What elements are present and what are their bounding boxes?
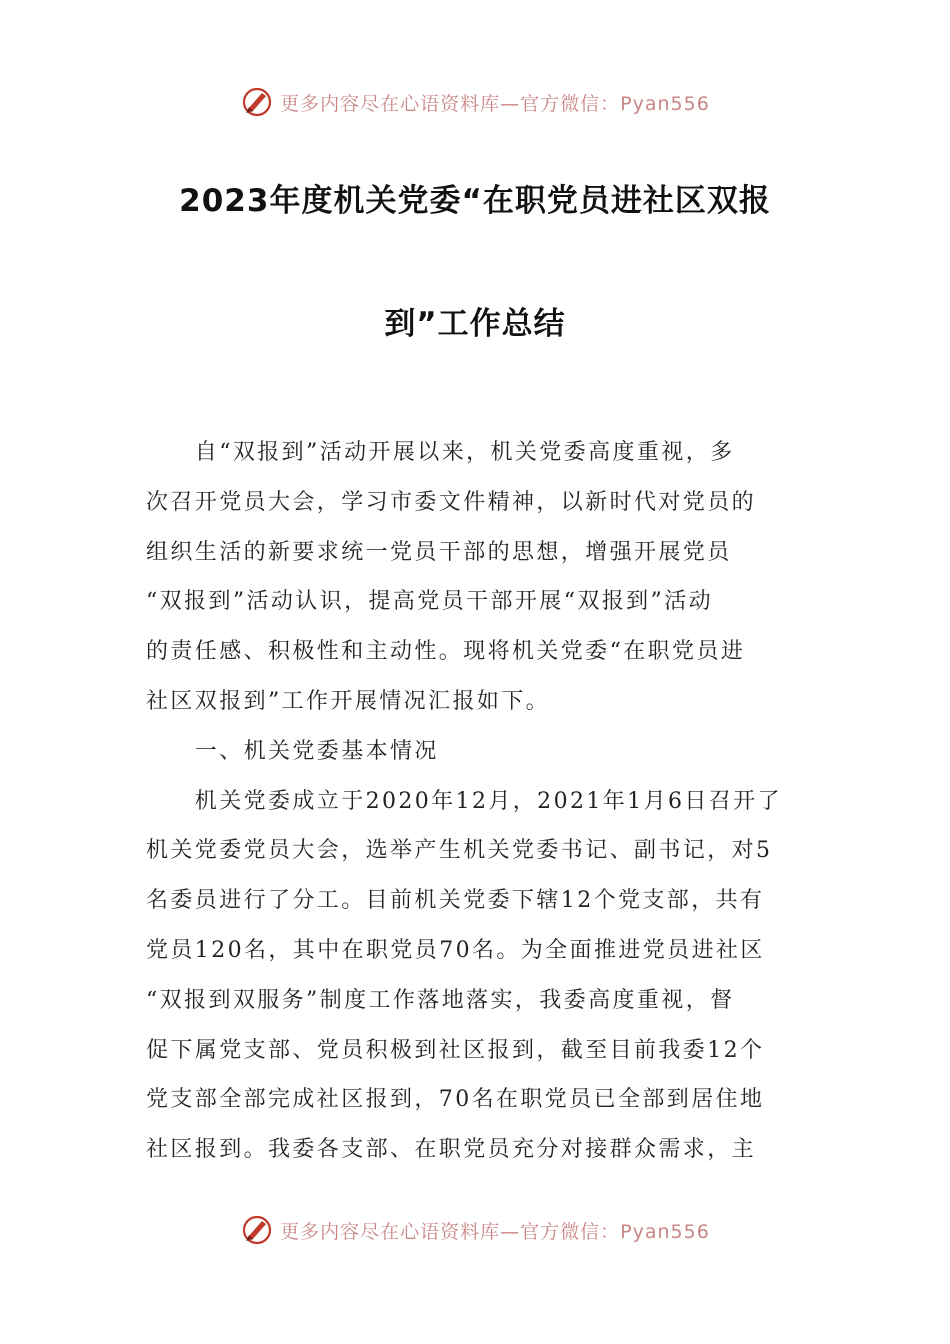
body-line: “双报到”活动认识，提高党员干部开展“双报到”活动 — [146, 589, 713, 615]
header-watermark — [0, 82, 950, 122]
body-line: 机关党委成立于2020年12月，2021年1月6日召开了 — [146, 788, 782, 814]
pen-logo-icon — [240, 85, 274, 119]
watermark-text: 更多内容尽在心语资料库—官方微信：Pyan556 — [280, 92, 710, 115]
body-line: 机关党委党员大会，选举产生机关党委书记、副书记，对5 — [146, 838, 773, 864]
body-line: 促下属党支部、党员积极到社区报到，截至目前我委12个 — [146, 1037, 765, 1063]
document-body — [146, 428, 806, 1175]
body-line: 的责任感、积极性和主动性。现将机关党委“在职党员进 — [146, 639, 746, 665]
body-line: 社区双报到”工作开展情况汇报如下。 — [146, 688, 551, 714]
section-heading: 一、机关党委基本情况 — [146, 738, 439, 764]
body-line: “双报到双服务”制度工作落地落实，我委高度重视，督 — [146, 987, 735, 1013]
document-title-line-1: 2023年度机关党委“在职党员进社区双报 — [179, 183, 771, 219]
pen-logo-icon — [240, 1213, 274, 1247]
body-line: 组织生活的新要求统一党员干部的思想，增强开展党员 — [146, 539, 732, 565]
watermark-text: 更多内容尽在心语资料库—官方微信：Pyan556 — [280, 1220, 710, 1243]
body-line: 社区报到。我委各支部、在职党员充分对接群众需求，主 — [146, 1137, 757, 1163]
body-line: 党员120名，其中在职党员70名。为全面推进党员进社区 — [146, 937, 765, 963]
document-title-line-2: 到”工作总结 — [384, 306, 566, 342]
body-line: 次召开党员大会，学习市委文件精神，以新时代对党员的 — [146, 489, 757, 515]
body-line: 自“双报到”活动开展以来，机关党委高度重视，多 — [146, 440, 735, 465]
body-line: 党支部全部完成社区报到，70名在职党员已全部到居住地 — [146, 1087, 765, 1113]
body-line: 名委员进行了分工。目前机关党委下辖12个党支部，共有 — [146, 888, 765, 914]
footer-watermark — [0, 1210, 950, 1250]
